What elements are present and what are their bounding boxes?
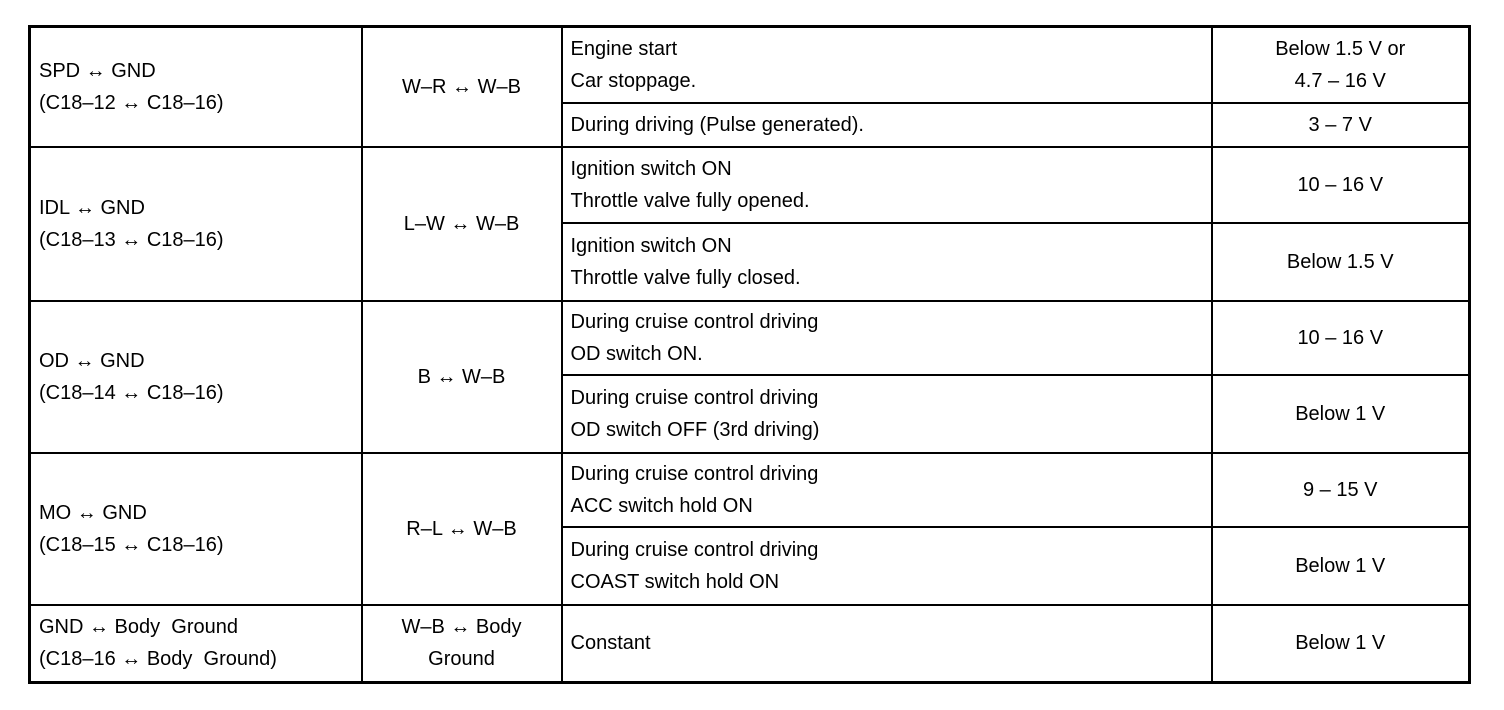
table-row	[30, 147, 1470, 223]
wire-color-cell: L–W ↔ W–B	[362, 147, 562, 301]
wire-color-cell: B ↔ W–B	[362, 301, 562, 453]
terminal-voltage-table	[28, 25, 1471, 684]
spec-cell: Below 1.5 V or 4.7 – 16 V	[1212, 27, 1470, 103]
spec-cell: Below 1 V	[1212, 375, 1470, 453]
wire-color-cell: R–L ↔ W–B	[362, 453, 562, 605]
condition-cell: Ignition switch ON Throttle valve fully closed.	[562, 223, 1212, 301]
spec-cell: 9 – 15 V	[1212, 453, 1470, 527]
spec-cell: Below 1 V	[1212, 605, 1470, 683]
condition-cell: Constant	[562, 605, 1212, 683]
table-row	[30, 301, 1470, 375]
terminal-cell: IDL ↔ GND (C18–13 ↔ C18–16)	[30, 147, 362, 301]
condition-cell: Engine start Car stoppage.	[562, 27, 1212, 103]
spec-cell: 10 – 16 V	[1212, 301, 1470, 375]
terminal-cell: SPD ↔ GND (C18–12 ↔ C18–16)	[30, 27, 362, 147]
condition-cell: Ignition switch ON Throttle valve fully opened.	[562, 147, 1212, 223]
spec-cell: Below 1 V	[1212, 527, 1470, 605]
wire-color-cell: W–B ↔ Body Ground	[362, 605, 562, 683]
condition-cell: During cruise control driving OD switch OFF (3rd driving)	[562, 375, 1212, 453]
condition-cell: During cruise control driving ACC switch hold ON	[562, 453, 1212, 527]
table-row	[30, 27, 1470, 103]
wire-color-cell: W–R ↔ W–B	[362, 27, 562, 147]
condition-cell: During cruise control driving COAST switch hold ON	[562, 527, 1212, 605]
spec-cell: 3 – 7 V	[1212, 103, 1470, 147]
terminal-cell: MO ↔ GND (C18–15 ↔ C18–16)	[30, 453, 362, 605]
table-row	[30, 605, 1470, 683]
condition-cell: During cruise control driving OD switch ON.	[562, 301, 1212, 375]
spec-cell: 10 – 16 V	[1212, 147, 1470, 223]
terminal-cell: GND ↔ Body Ground (C18–16 ↔ Body Ground)	[30, 605, 362, 683]
spec-cell: Below 1.5 V	[1212, 223, 1470, 301]
table-row	[30, 453, 1470, 527]
terminal-cell: OD ↔ GND (C18–14 ↔ C18–16)	[30, 301, 362, 453]
condition-cell: During driving (Pulse generated).	[562, 103, 1212, 147]
